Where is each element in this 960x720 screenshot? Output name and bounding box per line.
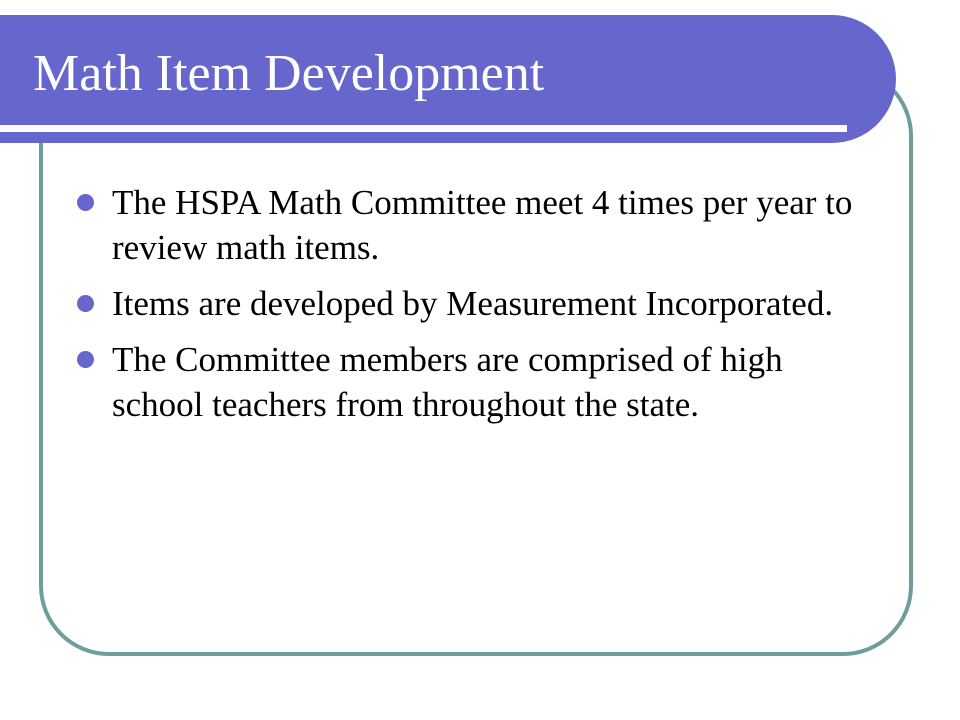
bullet-item (76, 337, 866, 427)
bullet-dot-icon (77, 295, 94, 312)
slide-title: Math Item Development (33, 45, 545, 102)
bullet-text: The Committee members are comprised of high school teachers from throughout the state. (112, 340, 783, 424)
bullet-list (76, 180, 866, 438)
bullet-text: The HSPA Math Committee meet 4 times per year to review math items. (112, 183, 853, 267)
title-underline (0, 125, 847, 132)
bullet-item (76, 180, 866, 270)
bullet-dot-icon (77, 194, 94, 211)
bullet-dot-icon (77, 351, 94, 368)
bullet-text: Items are developed by Measurement Incorporated. (112, 284, 834, 323)
bullet-item (76, 281, 866, 326)
